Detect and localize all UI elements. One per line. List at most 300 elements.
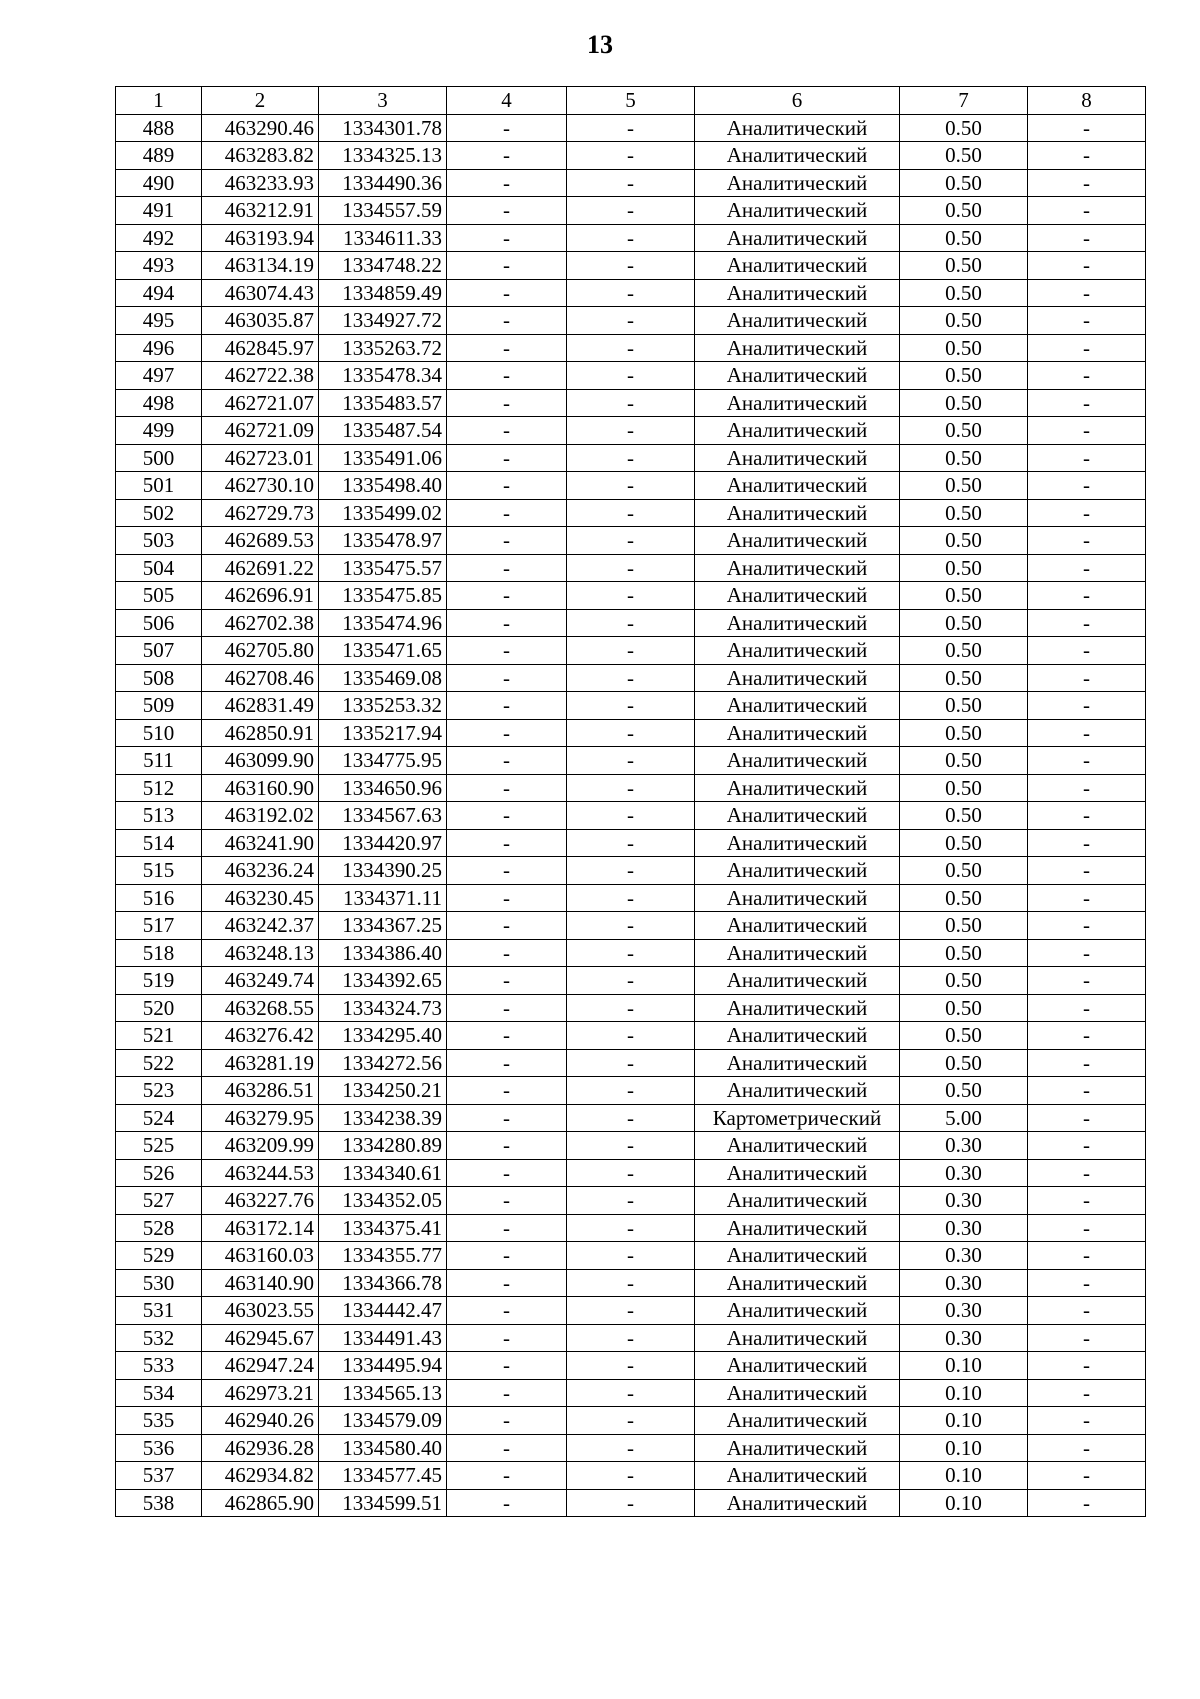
- coord-y-cell: 1334495.94: [319, 1352, 447, 1380]
- coord-y-cell: 1334355.77: [319, 1242, 447, 1270]
- col-8-cell: -: [1028, 747, 1146, 775]
- accuracy-cell: 0.30: [900, 1187, 1028, 1215]
- coord-y-cell: 1334599.51: [319, 1489, 447, 1517]
- method-cell: Аналитический: [695, 1269, 900, 1297]
- point-number-cell: 517: [116, 912, 202, 940]
- point-number-cell: 509: [116, 692, 202, 720]
- col-5-cell: -: [567, 582, 695, 610]
- coord-x-cell: 462936.28: [202, 1434, 319, 1462]
- col-4-cell: -: [447, 224, 567, 252]
- accuracy-cell: 0.50: [900, 967, 1028, 995]
- col-8-cell: -: [1028, 939, 1146, 967]
- col-5-cell: -: [567, 747, 695, 775]
- col-8-cell: -: [1028, 1242, 1146, 1270]
- table-row: [116, 554, 1146, 582]
- point-number-cell: 512: [116, 774, 202, 802]
- col-8-cell: -: [1028, 637, 1146, 665]
- coord-y-cell: 1334650.96: [319, 774, 447, 802]
- method-cell: Аналитический: [695, 417, 900, 445]
- coord-x-cell: 462722.38: [202, 362, 319, 390]
- table-row: [116, 857, 1146, 885]
- method-cell: Аналитический: [695, 1049, 900, 1077]
- point-number-cell: 531: [116, 1297, 202, 1325]
- accuracy-cell: 0.10: [900, 1379, 1028, 1407]
- method-cell: Аналитический: [695, 389, 900, 417]
- coord-y-cell: 1334577.45: [319, 1462, 447, 1490]
- method-cell: Аналитический: [695, 1489, 900, 1517]
- table-row: [116, 692, 1146, 720]
- col-5-cell: -: [567, 1352, 695, 1380]
- coord-x-cell: 463233.93: [202, 169, 319, 197]
- point-number-cell: 495: [116, 307, 202, 335]
- col-5-cell: -: [567, 1022, 695, 1050]
- col-5-cell: -: [567, 1214, 695, 1242]
- col-8-cell: -: [1028, 1269, 1146, 1297]
- col-4-cell: -: [447, 307, 567, 335]
- table-row: [116, 1077, 1146, 1105]
- coord-y-cell: 1334392.65: [319, 967, 447, 995]
- col-4-cell: -: [447, 829, 567, 857]
- col-8-cell: -: [1028, 1214, 1146, 1242]
- col-5-cell: -: [567, 279, 695, 307]
- col-4-cell: -: [447, 1132, 567, 1160]
- table-row: [116, 1489, 1146, 1517]
- coord-x-cell: 462705.80: [202, 637, 319, 665]
- col-8-cell: -: [1028, 802, 1146, 830]
- coord-x-cell: 463283.82: [202, 142, 319, 170]
- point-number-cell: 536: [116, 1434, 202, 1462]
- coord-y-cell: 1334371.11: [319, 884, 447, 912]
- table-row: [116, 1159, 1146, 1187]
- col-5-cell: -: [567, 802, 695, 830]
- method-cell: Аналитический: [695, 1242, 900, 1270]
- coord-y-cell: 1335469.08: [319, 664, 447, 692]
- table-row: [116, 142, 1146, 170]
- coord-x-cell: 462845.97: [202, 334, 319, 362]
- point-number-cell: 488: [116, 114, 202, 142]
- accuracy-cell: 0.10: [900, 1489, 1028, 1517]
- col-8-cell: -: [1028, 582, 1146, 610]
- accuracy-cell: 0.50: [900, 692, 1028, 720]
- table-row: [116, 664, 1146, 692]
- coord-y-cell: 1334238.39: [319, 1104, 447, 1132]
- accuracy-cell: 0.50: [900, 224, 1028, 252]
- method-cell: Аналитический: [695, 142, 900, 170]
- accuracy-cell: 0.50: [900, 939, 1028, 967]
- coord-y-cell: 1334280.89: [319, 1132, 447, 1160]
- col-4-cell: -: [447, 554, 567, 582]
- col-5-cell: -: [567, 1132, 695, 1160]
- accuracy-cell: 0.30: [900, 1297, 1028, 1325]
- method-cell: Аналитический: [695, 582, 900, 610]
- col-5-cell: -: [567, 609, 695, 637]
- col-5-cell: -: [567, 417, 695, 445]
- point-number-cell: 508: [116, 664, 202, 692]
- accuracy-cell: 0.10: [900, 1462, 1028, 1490]
- point-number-cell: 494: [116, 279, 202, 307]
- coord-x-cell: 463248.13: [202, 939, 319, 967]
- col-5-cell: -: [567, 169, 695, 197]
- table-row: [116, 362, 1146, 390]
- coord-x-cell: 463290.46: [202, 114, 319, 142]
- coord-x-cell: 463268.55: [202, 994, 319, 1022]
- method-cell: Аналитический: [695, 224, 900, 252]
- accuracy-cell: 0.10: [900, 1407, 1028, 1435]
- point-number-cell: 519: [116, 967, 202, 995]
- col-4-cell: -: [447, 609, 567, 637]
- col-8-cell: -: [1028, 499, 1146, 527]
- col-8-cell: -: [1028, 1077, 1146, 1105]
- coord-x-cell: 463140.90: [202, 1269, 319, 1297]
- table-row: [116, 719, 1146, 747]
- coord-y-cell: 1334565.13: [319, 1379, 447, 1407]
- table-row: [116, 1214, 1146, 1242]
- col-4-cell: -: [447, 1352, 567, 1380]
- col-5-cell: -: [567, 1324, 695, 1352]
- col-5-cell: -: [567, 554, 695, 582]
- coord-x-cell: 463276.42: [202, 1022, 319, 1050]
- coord-y-cell: 1334490.36: [319, 169, 447, 197]
- point-number-cell: 534: [116, 1379, 202, 1407]
- method-cell: Аналитический: [695, 912, 900, 940]
- table-row: [116, 499, 1146, 527]
- col-8-cell: -: [1028, 1022, 1146, 1050]
- col-5-cell: -: [567, 1159, 695, 1187]
- coord-x-cell: 462702.38: [202, 609, 319, 637]
- accuracy-cell: 0.50: [900, 554, 1028, 582]
- point-number-cell: 529: [116, 1242, 202, 1270]
- method-cell: Аналитический: [695, 1132, 900, 1160]
- col-5-cell: -: [567, 114, 695, 142]
- column-header: 2: [202, 87, 319, 115]
- col-5-cell: -: [567, 307, 695, 335]
- coord-x-cell: 462708.46: [202, 664, 319, 692]
- coordinates-table: [115, 86, 1146, 1517]
- table-row: [116, 252, 1146, 280]
- col-4-cell: -: [447, 1462, 567, 1490]
- coord-x-cell: 462940.26: [202, 1407, 319, 1435]
- coord-y-cell: 1334352.05: [319, 1187, 447, 1215]
- accuracy-cell: 0.50: [900, 774, 1028, 802]
- col-8-cell: -: [1028, 389, 1146, 417]
- table-row: [116, 307, 1146, 335]
- coord-y-cell: 1334748.22: [319, 252, 447, 280]
- col-4-cell: -: [447, 582, 567, 610]
- table-row: [116, 334, 1146, 362]
- table-row: [116, 1462, 1146, 1490]
- coord-x-cell: 463160.90: [202, 774, 319, 802]
- coord-y-cell: 1335253.32: [319, 692, 447, 720]
- col-8-cell: -: [1028, 197, 1146, 225]
- col-5-cell: -: [567, 499, 695, 527]
- accuracy-cell: 0.50: [900, 279, 1028, 307]
- accuracy-cell: 0.50: [900, 664, 1028, 692]
- table-row: [116, 802, 1146, 830]
- table-row: [116, 279, 1146, 307]
- coord-x-cell: 463242.37: [202, 912, 319, 940]
- point-number-cell: 492: [116, 224, 202, 252]
- coord-x-cell: 462723.01: [202, 444, 319, 472]
- col-4-cell: -: [447, 692, 567, 720]
- coord-y-cell: 1335478.97: [319, 527, 447, 555]
- method-cell: Аналитический: [695, 747, 900, 775]
- coord-x-cell: 463023.55: [202, 1297, 319, 1325]
- col-5-cell: -: [567, 774, 695, 802]
- point-number-cell: 513: [116, 802, 202, 830]
- point-number-cell: 506: [116, 609, 202, 637]
- table-row: [116, 1379, 1146, 1407]
- col-5-cell: -: [567, 1489, 695, 1517]
- col-8-cell: -: [1028, 1489, 1146, 1517]
- coord-x-cell: 462831.49: [202, 692, 319, 720]
- method-cell: Аналитический: [695, 527, 900, 555]
- col-4-cell: -: [447, 527, 567, 555]
- coord-y-cell: 1334386.40: [319, 939, 447, 967]
- coord-y-cell: 1334324.73: [319, 994, 447, 1022]
- coord-y-cell: 1335499.02: [319, 499, 447, 527]
- coord-y-cell: 1334442.47: [319, 1297, 447, 1325]
- col-8-cell: -: [1028, 554, 1146, 582]
- table-row: [116, 939, 1146, 967]
- col-5-cell: -: [567, 142, 695, 170]
- accuracy-cell: 0.50: [900, 334, 1028, 362]
- coord-y-cell: 1334325.13: [319, 142, 447, 170]
- column-header: 3: [319, 87, 447, 115]
- col-5-cell: -: [567, 884, 695, 912]
- coord-y-cell: 1334611.33: [319, 224, 447, 252]
- coord-y-cell: 1334420.97: [319, 829, 447, 857]
- point-number-cell: 533: [116, 1352, 202, 1380]
- col-8-cell: -: [1028, 252, 1146, 280]
- col-5-cell: -: [567, 829, 695, 857]
- col-5-cell: -: [567, 1269, 695, 1297]
- coord-x-cell: 463192.02: [202, 802, 319, 830]
- col-5-cell: -: [567, 1104, 695, 1132]
- coord-y-cell: 1334580.40: [319, 1434, 447, 1462]
- col-4-cell: -: [447, 1407, 567, 1435]
- point-number-cell: 510: [116, 719, 202, 747]
- coord-y-cell: 1334250.21: [319, 1077, 447, 1105]
- col-8-cell: -: [1028, 334, 1146, 362]
- table-body: [116, 114, 1146, 1517]
- accuracy-cell: 0.30: [900, 1132, 1028, 1160]
- col-5-cell: -: [567, 334, 695, 362]
- coord-x-cell: 462850.91: [202, 719, 319, 747]
- coord-x-cell: 462729.73: [202, 499, 319, 527]
- accuracy-cell: 0.50: [900, 307, 1028, 335]
- table-row: [116, 774, 1146, 802]
- coord-x-cell: 462934.82: [202, 1462, 319, 1490]
- point-number-cell: 537: [116, 1462, 202, 1490]
- col-5-cell: -: [567, 1407, 695, 1435]
- table-row: [116, 609, 1146, 637]
- method-cell: Аналитический: [695, 1297, 900, 1325]
- col-8-cell: -: [1028, 829, 1146, 857]
- coord-x-cell: 462691.22: [202, 554, 319, 582]
- col-8-cell: -: [1028, 774, 1146, 802]
- method-cell: Аналитический: [695, 252, 900, 280]
- table-row: [116, 1269, 1146, 1297]
- coord-y-cell: 1335498.40: [319, 472, 447, 500]
- coord-x-cell: 463134.19: [202, 252, 319, 280]
- point-number-cell: 514: [116, 829, 202, 857]
- method-cell: Аналитический: [695, 197, 900, 225]
- table-row: [116, 197, 1146, 225]
- method-cell: Аналитический: [695, 279, 900, 307]
- accuracy-cell: 0.50: [900, 857, 1028, 885]
- point-number-cell: 498: [116, 389, 202, 417]
- accuracy-cell: 0.50: [900, 389, 1028, 417]
- coord-x-cell: 463241.90: [202, 829, 319, 857]
- coord-y-cell: 1335471.65: [319, 637, 447, 665]
- accuracy-cell: 0.30: [900, 1214, 1028, 1242]
- accuracy-cell: 0.30: [900, 1324, 1028, 1352]
- point-number-cell: 502: [116, 499, 202, 527]
- table-row: [116, 1242, 1146, 1270]
- col-8-cell: -: [1028, 1049, 1146, 1077]
- table-row: [116, 884, 1146, 912]
- accuracy-cell: 0.50: [900, 1077, 1028, 1105]
- method-cell: Аналитический: [695, 334, 900, 362]
- col-4-cell: -: [447, 362, 567, 390]
- col-8-cell: -: [1028, 912, 1146, 940]
- method-cell: Аналитический: [695, 1214, 900, 1242]
- point-number-cell: 532: [116, 1324, 202, 1352]
- coord-y-cell: 1334557.59: [319, 197, 447, 225]
- col-8-cell: -: [1028, 1159, 1146, 1187]
- col-5-cell: -: [567, 912, 695, 940]
- method-cell: Аналитический: [695, 637, 900, 665]
- method-cell: Аналитический: [695, 802, 900, 830]
- col-8-cell: -: [1028, 719, 1146, 747]
- coord-x-cell: 463193.94: [202, 224, 319, 252]
- method-cell: Аналитический: [695, 692, 900, 720]
- point-number-cell: 526: [116, 1159, 202, 1187]
- point-number-cell: 521: [116, 1022, 202, 1050]
- coord-x-cell: 462973.21: [202, 1379, 319, 1407]
- coord-y-cell: 1335217.94: [319, 719, 447, 747]
- method-cell: Аналитический: [695, 609, 900, 637]
- point-number-cell: 525: [116, 1132, 202, 1160]
- point-number-cell: 516: [116, 884, 202, 912]
- accuracy-cell: 0.50: [900, 472, 1028, 500]
- col-4-cell: -: [447, 912, 567, 940]
- col-4-cell: -: [447, 499, 567, 527]
- col-4-cell: -: [447, 774, 567, 802]
- col-8-cell: -: [1028, 1104, 1146, 1132]
- method-cell: Аналитический: [695, 1407, 900, 1435]
- col-5-cell: -: [567, 857, 695, 885]
- point-number-cell: 497: [116, 362, 202, 390]
- method-cell: Аналитический: [695, 1462, 900, 1490]
- coord-x-cell: 463236.24: [202, 857, 319, 885]
- accuracy-cell: 0.50: [900, 252, 1028, 280]
- coord-x-cell: 463172.14: [202, 1214, 319, 1242]
- col-5-cell: -: [567, 389, 695, 417]
- col-8-cell: -: [1028, 664, 1146, 692]
- coord-x-cell: 462721.07: [202, 389, 319, 417]
- point-number-cell: 520: [116, 994, 202, 1022]
- coord-y-cell: 1334579.09: [319, 1407, 447, 1435]
- coord-x-cell: 462945.67: [202, 1324, 319, 1352]
- coord-y-cell: 1335263.72: [319, 334, 447, 362]
- col-8-cell: -: [1028, 857, 1146, 885]
- col-4-cell: -: [447, 279, 567, 307]
- coord-y-cell: 1334272.56: [319, 1049, 447, 1077]
- table-row: [116, 114, 1146, 142]
- coord-y-cell: 1334390.25: [319, 857, 447, 885]
- coord-y-cell: 1335478.34: [319, 362, 447, 390]
- col-8-cell: -: [1028, 417, 1146, 445]
- accuracy-cell: 0.50: [900, 114, 1028, 142]
- accuracy-cell: 0.50: [900, 802, 1028, 830]
- coord-x-cell: 463227.76: [202, 1187, 319, 1215]
- col-5-cell: -: [567, 362, 695, 390]
- col-4-cell: -: [447, 472, 567, 500]
- coord-y-cell: 1334927.72: [319, 307, 447, 335]
- column-header: 8: [1028, 87, 1146, 115]
- column-header: 6: [695, 87, 900, 115]
- coord-y-cell: 1335487.54: [319, 417, 447, 445]
- accuracy-cell: 0.50: [900, 197, 1028, 225]
- col-8-cell: -: [1028, 1352, 1146, 1380]
- col-4-cell: -: [447, 719, 567, 747]
- accuracy-cell: 0.10: [900, 1352, 1028, 1380]
- table-row: [116, 1407, 1146, 1435]
- table-row: [116, 224, 1146, 252]
- col-5-cell: -: [567, 1077, 695, 1105]
- col-5-cell: -: [567, 252, 695, 280]
- method-cell: Аналитический: [695, 967, 900, 995]
- method-cell: Аналитический: [695, 1077, 900, 1105]
- col-5-cell: -: [567, 994, 695, 1022]
- method-cell: Аналитический: [695, 114, 900, 142]
- coord-y-cell: 1335483.57: [319, 389, 447, 417]
- table-row: [116, 747, 1146, 775]
- col-5-cell: -: [567, 472, 695, 500]
- col-8-cell: -: [1028, 994, 1146, 1022]
- method-cell: Аналитический: [695, 1352, 900, 1380]
- method-cell: Аналитический: [695, 939, 900, 967]
- col-5-cell: -: [567, 939, 695, 967]
- col-5-cell: -: [567, 719, 695, 747]
- col-4-cell: -: [447, 637, 567, 665]
- method-cell: Аналитический: [695, 664, 900, 692]
- coord-y-cell: 1334295.40: [319, 1022, 447, 1050]
- col-4-cell: -: [447, 389, 567, 417]
- col-5-cell: -: [567, 197, 695, 225]
- method-cell: Аналитический: [695, 829, 900, 857]
- point-number-cell: 496: [116, 334, 202, 362]
- table-row: [116, 912, 1146, 940]
- col-8-cell: -: [1028, 1407, 1146, 1435]
- coord-x-cell: 462730.10: [202, 472, 319, 500]
- table-row: [116, 1022, 1146, 1050]
- point-number-cell: 503: [116, 527, 202, 555]
- col-4-cell: -: [447, 1434, 567, 1462]
- col-5-cell: -: [567, 1049, 695, 1077]
- coord-x-cell: 462721.09: [202, 417, 319, 445]
- col-4-cell: -: [447, 334, 567, 362]
- coord-y-cell: 1334491.43: [319, 1324, 447, 1352]
- col-4-cell: -: [447, 252, 567, 280]
- method-cell: Аналитический: [695, 1159, 900, 1187]
- method-cell: Картометрический: [695, 1104, 900, 1132]
- point-number-cell: 535: [116, 1407, 202, 1435]
- table-row: [116, 637, 1146, 665]
- col-4-cell: -: [447, 1187, 567, 1215]
- col-8-cell: -: [1028, 967, 1146, 995]
